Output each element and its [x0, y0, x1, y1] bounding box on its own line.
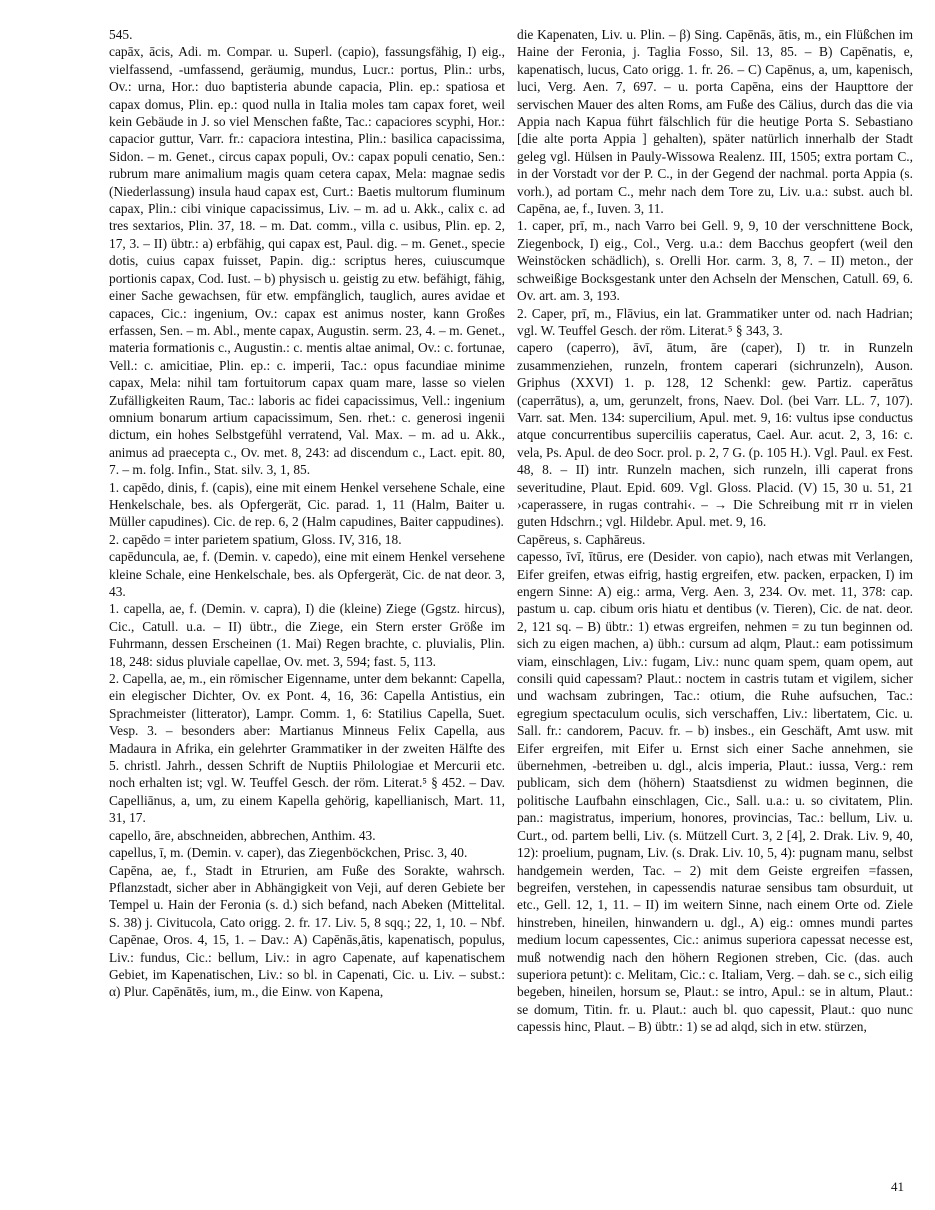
entry-caper-2: 2. Caper, prī, m., Flāvius, ein lat. Grammatiker unter od. nach Hadrian; vgl. W. Teuffel Gesch. der röm. Literat.⁵ § 343, 3. — [517, 305, 913, 338]
entry-capesso: capesso, īvī, ītūrus, ere (Desider. von capio), nach etwas mit Verlangen, Eifer greifen, etwas eifrig, hastig ergreifen, etw. packen, erpacken, I) im engern Sinne: A) eig.: arma, Verg. Aen. 3, 234. Ov. met. 11, 378: cap. pastum u. cap. cibum oris hiatu et dentibus (v. Tieren), Cic. de nat. deor. 2, 121 sq. – B) übtr.: 1) etwas ergreifen, nehmen = zu tun beginnen od. sich zu eigen machen, a) übh.: cursum ad alqm, Plaut.: eam potissimum viam, einschlagen, Liv.: fugam, Liv.: nunc quam spem, quam opem, aut consili quid capessam? Plaut.: noctem in castris tutam et vigilem, sicher und wachsam zubringen, Tac.: otium, die Ruhe aufsuchen, Tac.: egregium spectaculum oculis, sich verschaffen, Liv.: libertatem, Cic. u. Sall. fr.: candorem, Pacuv. fr. – b) insbes., ein Geschäft, Amt usw. mit Eifer ergreifen, mit Eifer u. Ernst sich einer Sache annehmen, sie übernehmen, -betreiben u. dgl., alcis imperia, Plaut.: iussa, Verg.: rem publicam, sich dem (höhern) Staatsdienst zu widmen beginnen, die politische Laufbahn einschlagen, Cic., Sall. u.a.: u. so civitatem, Plin. pan.: magistratus, imperium, honores, provincias, Tac.: bellum, Liv. u. Curt., od. partem belli, Liv. (s. Mützell Curt. 3, 2 [4], 2. Drak. Liv. 9, 40, 12): proelium, pugnam, Liv. (s. Drak. Liv. 10, 5, 4): pugnam manu, selbst handgemein werden, Tac. – 2) mit dem Geiste ergreifen =fassen, begreifen, verstehen, in capessendis naturae sensibus tam obsurduit, ut etc., Gell. 12, 1, 11. – II) im weitern Sinne, nach einem Orte od. Ziele hinstreben, hineilen, hinwandern u. dgl., A) eig.: omnes mundi partes medium locum capessentes, Cic.: animus superiora capessat necesse est, muß notwendig nach den höhern Regionen streben, Cic. (das. auch superiora petunt): c. Melitam, Cic.: c. Italiam, Verg. – dah. se c., sich eilig begeben, hineilen, horsum se, Plaut.: se intro, Apul.: se in altum, Plaut.: se domum, Titin. fr. u. Plaut.: auch bl. quo capessit, Plaut.: quo nunc capessis hinc, Plaut. – B) übtr.: 1) se ad alqd, sich in etw. stürzen, — [517, 549, 913, 1035]
entry-capedo-1: 1. capēdo, dinis, f. (capis), eine mit einem Henkel versehene Schale, eine Henkelschale, bes. als Opfergerät, Cic. parad. 1, 11 (Halm, Baiter u. Müller capudines). Cic. de rep. 6, 2 (Halm capudines, Baiter cappudines). — [109, 479, 505, 530]
entry-capena-continued: die Kapenaten, Liv. u. Plin. – β) Sing. Capēnās, ātis, m., ein Flüßchen im Haine der Feronia, j. Taglia Fosso, Sil. 13, 85. – B) Capēnatis, e, kapenatisch, lucus, Cato origg. 1. fr. 26. – C) Capēnus, a, um, kapenisch, luci, Verg. Aen. 7, 697. – u. porta Capēna, eins der Haupttore der servischen Mauer des alten Roms, am Fuße des Cälius, durch das die via Appia nach Kapua führt fälschlich für die heutige Porta S. Sebastiano [die alte porta Appia ] gehalten), später natürlich innerhalb der Stadt geleg vgl. Hülsen in Pauly-Wissowa Realenz. III, 1505; extra portam C., in der Vorstadt vor der P. C., in der Gegend der nachmal. porta Appia (s. vorh.), ad portam C., mehr nach dem Tore zu, Liv. u.a.: subst. auch bl. Capēna, ae, f., Iuven. 3, 11. — [517, 27, 913, 217]
entry-capeduncula: capēduncula, ae, f. (Demin. v. capedo), eine mit einem Henkel versehene kleine Schale, eine Henkelschale, bes. als Opfergerät, Cic. de nat deor. 3, 43. — [109, 549, 505, 599]
entry-caper-1: 1. caper, prī, m., nach Varro bei Gell. 9, 9, 10 der verschnittene Bock, Ziegenbock, I) eig., Col., Verg. u.a.: dem Bacchus geopfert (weil den Weinstöcken schädlich), s. Orelli Hor. carm. 3, 8, 7. – II) meton., der schweißige Bocksgestank unter den Achseln der Menschen, Catull. 69, 6. Ov. art. am. 3, 193. — [517, 218, 913, 304]
right-column — [517, 26, 913, 1036]
entry-capero: capero (caperro), āvī, ātum, āre (caper), I) tr. in Runzeln zusammenziehen, runzeln, frontem caperari (sichrunzeln), Auson. Griphus (XXVI) 1. p. 128, 12 Schenkl: gew. Partiz. caperātus (caperrātus), a, um, gerunzelt, frons, Naev. Dol. (bei Varr. LL. 7, 107). Varr. sat. Men. 134: supercilium, Apul. met. 9, 16: vultus ipse conductus atque concurrentibus superciliis caperatus, Cael. Aur. acut. 2, 3, 16: c. vela, Ps. Apul. de deo Socr. prol. p. 2, 7 G. (p. 105 H.). Vgl. Paul. ex Fest. 48, 8. – II) intr. Runzeln machen, sich runzeln, illi caperat frons severitudine, Plaut. Epid. 609. Vgl. Gloss. Placid. (V) 15, 30 u. 51, 21 ›caperassere, in rugas contrahi‹. – → Die Schreibung mit rr in vielen guten Hdschrn.; vgl. Hildebr. Apul. met. 9, 16. — [517, 340, 913, 530]
left-column — [109, 26, 505, 1001]
entry-capena: Capēna, ae, f., Stadt in Etrurien, am Fuße des Sorakte, wahrsch. Pflanzstadt, sicher aber in Abhängigkeit von Veji, auf deren Gebiete ber Tempel u. Hain der Feronia (s. d.) sich befand, nach Abeken (Mittelital. S. 38) j. Civitucola, Cato origg. 2. fr. 17. Liv. 5, 8 sqq.; 22, 1, 10. – Nbf. Capēnae, Oros. 4, 15, 1. – Dav.: A) Capēnās,ātis, kapenatisch, populus, Liv.: fundus, Cic.: bellum, Liv.: in agro Capenate, auf kapenatischem Gebiet, im Kapenatischen, Liv.: so bl. in Capenati, Cic. u. Liv. – subst.: α) Plur. Capēnātēs, ium, m., die Einw. von Kapena, — [109, 862, 505, 1000]
page-marker: 545. — [109, 27, 133, 42]
entry-capello: capello, āre, abschneiden, abbrechen, Anthim. 43. — [109, 827, 376, 843]
entry-capella-2: 2. Capella, ae, m., ein römischer Eigenname, unter dem bekannt: Capella, ein elegischer Dichter, Ov. ex Pont. 4, 16, 36: Capella Antistius, ein Sprachmeister (litterator), Lampr. Comm. 1, 6: Statilius Capella, Suet. Vesp. 3. – besonders aber: Martianus Minneus Felix Capella, aus Madaura in Afrika, ein gelehrter Grammatiker in der zweiten Hälfte des 5. christl. Jahrh., dessen Schrift de Nuptiis Philologiae et Mercurii etc. noch erhalten ist; vgl. W. Teuffel Gesch. der röm. Literat.⁵ § 452. – Dav. Capelliānus, a, um, zu einem Kapella gehörig, kapellianisch, Mart. 11, 31, 17. — [109, 671, 505, 826]
entry-capella-1: 1. capella, ae, f. (Demin. v. capra), I) die (kleine) Ziege (Ggstz. hircus), Cic., Catull. u.a. – II) übtr., die Ziege, ein Stern erster Größe im Fuhrmann, dessen Erscheinen (1. Mai) Regen brachte, c. pluvialis, Plin. 18, 248: sidus pluviale capellae, Ov. met. 3, 594; fast. 5, 113. — [109, 601, 505, 669]
entry-capax: capāx, ācis, Adi. m. Compar. u. Superl. (capio), fassungsfähig, I) eig., vielfassend, -umfassend, geräumig, mundus, Lucr.: portus, Plin.: urbs, Ov.: urna, Hor.: duo baptisteria abunde capacia, Plin. ep.: spatiosa et capax domus, Plin. ep.: quod nulla in Italia moles tam capax foret, weil kein Gebäude in J. so viel Menschen faßte, Tac.: capaciores scyphi, Hor.: capacior guttur, Varr. fr.: capaciora intestina, Plin.: basilica capacissima, Sidon. – m. Genet., circus capax populi, Ov.: capax populi cenatio, Sen.: rubrum mare animalium magis quam cetera capax, Mela: magnae sedis (Niederlassung) insula haud capax est, Curt.: Baetis multorum fluminum capax, Plin.: cibi vinique capacissimus, Liv. – m. ad u. Akk., calix c. ad tres sextarios, Plin. 37, 18. – m. Dat. comm., villa c. usibus, Plin. ep. 2, 17, 3. – II) übtr.: a) erbfähig, qui capax est, Paul. dig. – m. Genet., specie dotis, cuius capax fuisset, Papin. dig.: scriptus heres, cuiuscumque portionis capax, Cod. Iust. – b) physisch u. geistig zu etw. befähigt, fähig, einer Sache gewachsen, für etw. empfänglich, tauglich, aures avidae et capaces, Cic.: ingenium, Ov.: capax est animus noster, kann Großes erfassen, Sen. – m. Abl., mente capax, Augustin. serm. 23, 4. – m. Genet., materia formationis c., Augustin.: c. mentis altae animal, Ov.: c. fortunae, Vell.: c. amicitiae, Plin. ep.: c. imperii, Tac.: opus facundiae minime capax, Mela: nihil tam fortuitorum capax quam mare, lasse so vielen Zufälligkeiten Raum, Tac.: laboris ac fidei capacissimus, Vell.: ingenium omnium bonarum artium capacissimum, Sen. rhet.: c. generosi ingenii dictum, ein hohes Selbstgefühl verratend, Val. Max. – m. ad u. Akk., animus ad praecepta c., Ov. met. 8, 243: ad discendum c., Lact. epit. 80, 7. – m. folg. Infin., Stat. silv. 3, 1, 85. — [109, 44, 505, 478]
entry-capellus: capellus, ī, m. (Demin. v. caper), das Ziegenböckchen, Prisc. 3, 40. — [109, 845, 468, 861]
entry-capereus: Capēreus, s. Caphāreus. — [517, 531, 646, 547]
entry-capedo-2: 2. capēdo = inter parietem spatium, Gloss. IV, 316, 18. — [109, 531, 402, 547]
page-number: 41 — [891, 1179, 904, 1194]
